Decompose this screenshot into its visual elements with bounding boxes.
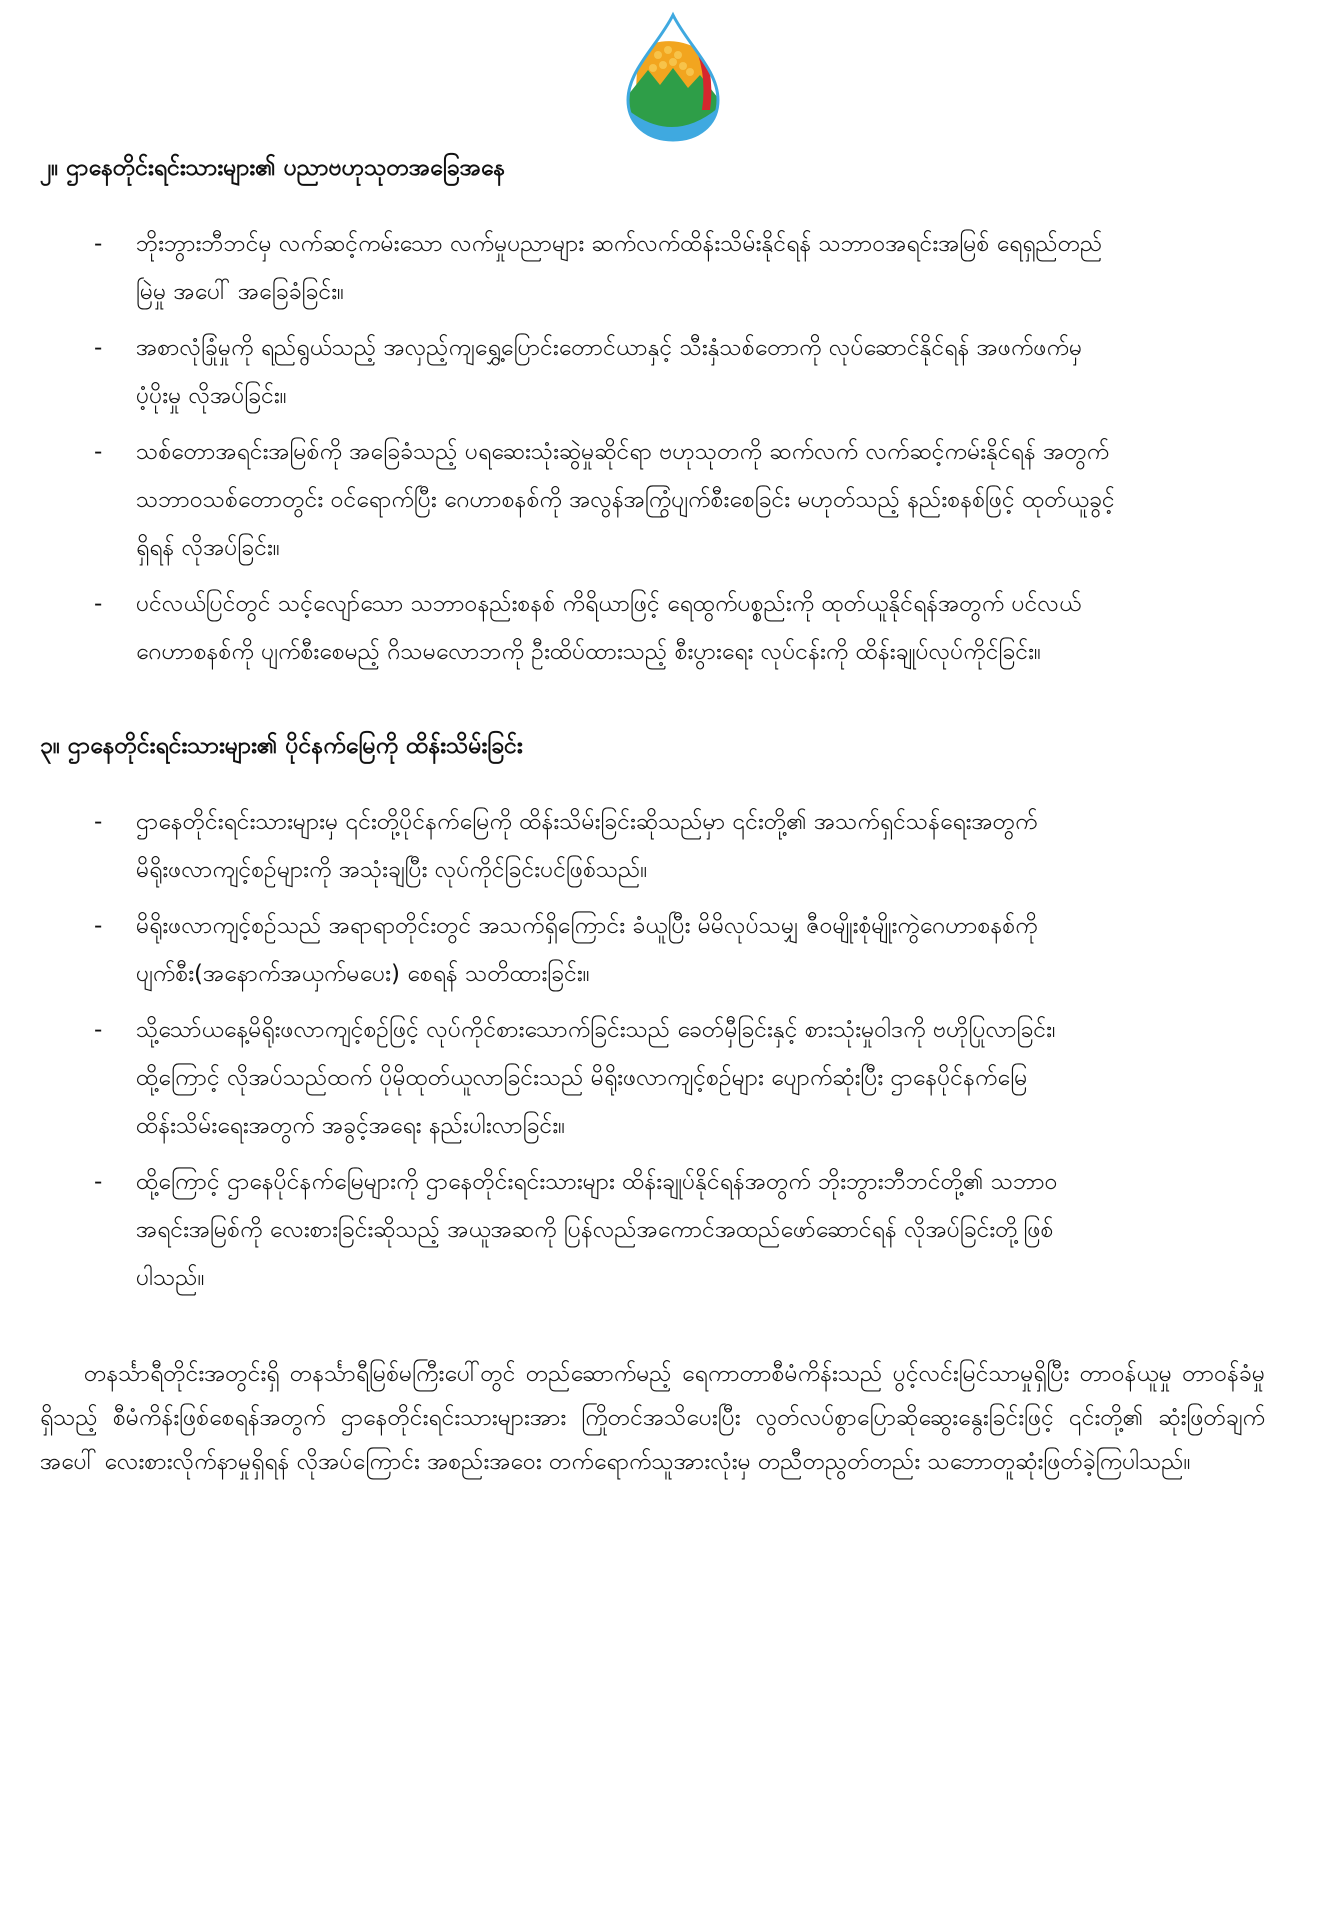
list-item-text: ထို့ကြောင့် ဌာနေပိုင်နက်မြေများကို ဌာနေတိုင်းရင်းသားများ ထိန်းချုပ်နိုင်ရန်အတွက် ဘိုးဘွားဘီဘင်တို့၏ သဘာဝအရင်းအမြစ်ကို လေးစားခြင်းဆိုသည့် အယူအဆကို ပြန်လည်အကောင်အထည်ဖော်ဆောင်ရန် လိုအပ်ခြင်းတို့ဖြစ်ပါသည်။ [136,1169,1058,1291]
list-item [40,902,1265,998]
dash-marker: - [94,335,103,361]
list-item [40,1006,1265,1150]
list-item-text: ဌာနေတိုင်းရင်းသားများမှ ၎င်းတို့ပိုင်နက်မြေကို ထိန်းသိမ်းခြင်းဆိုသည်မှာ ၎င်းတို့၏ အသက်ရှင်သန်ရေးအတွက် မိရိုးဖလာကျင့်စဉ်များကို အသုံးချပြီး လုပ်ကိုင်ခြင်းပင်ဖြစ်သည်။ [136,809,1038,883]
section-heading-territory: ၃။ ဌာနေတိုင်းရင်းသားများ၏ ပိုင်နက်မြေကို ထိန်းသိမ်းခြင်း [40,733,523,759]
list-item-text: သို့သော်ယနေ့မိရိုးဖလာကျင့်စဉ်ဖြင့် လုပ်ကိုင်စားသောက်ခြင်းသည် ခေတ်မှီခြင်းနှင့် စားသုံးမှုဝါဒကို ဗဟိုပြုလာခြင်း၊ ထို့ကြောင့် လိုအပ်သည်ထက် ပိုမိုထုတ်ယူလာခြင်းသည် မိရိုးဖလာကျင့်စဉ်များ ပျောက်ဆုံးပြီး ဌာနေပိုင်နက်မြေ ထိန်းသိမ်းရေးအတွက် အခွင့်အရေး နည်းပါးလာခြင်း။ [136,1017,1056,1139]
dash-marker: - [94,913,103,939]
section-heading-knowledge: ၂။ ဌာနေတိုင်းရင်းသားများ၏ ပညာဗဟုသုတအခြေအနေ [40,155,506,181]
closing-paragraph: တနင်္သာရီတိုင်းအတွင်းရှိ တနင်္သာရီမြစ်မကြီးပေါ်တွင် တည်ဆောက်မည့် ရေကာတာစီမံကိန်းသည် ပွင့်လင်းမြင်သာမှုရှိပြီး တာဝန်ယူမှု တာဝန်ခံမှု ရှိသည့် စီမံကိန်းဖြစ်စေရန်အတွက် ဌာနေတိုင်းရင်းသားများအား ကြိုတင်အသိပေးပြီး လွတ်လပ်စွာပြောဆိုဆွေးနွေးခြင်းဖြင့် ၎င်းတို့၏ ဆုံးဖြတ်ချက်အပေါ် လေးစားလိုက်နာမှုရှိရန် လိုအပ်ကြောင်း အစည်းအဝေး တက်ရောက်သူအားလုံးမှ တညီတညွတ်တည်း သဘောတူဆုံးဖြတ်ခဲ့ကြပါသည်။ [40,1361,1265,1475]
list-item [40,1158,1265,1302]
list-item [40,580,1265,676]
list-item [40,798,1265,894]
bullet-list-territory [40,798,1265,1302]
document-body [40,148,1265,1484]
list-item-text: ပင်လယ်ပြင်တွင် သင့်လျော်သော သဘာဝနည်းစနစ် ကိရိယာဖြင့် ရေထွက်ပစ္စည်းကို ထုတ်ယူနိုင်ရန်အတွက် ပင်လယ်ဂေဟာစနစ်ကို ပျက်စီးစေမည့် ဂိသမလောဘကို ဦးထိပ်ထားသည့် စီးပွားရေး လုပ်ငန်းကို ထိန်းချုပ်လုပ်ကိုင်ခြင်း။ [136,591,1082,665]
bullet-list-knowledge [40,220,1265,676]
dash-marker: - [94,809,103,835]
dash-marker: - [94,439,103,465]
list-item [40,324,1265,420]
list-item [40,220,1265,316]
dash-marker: - [94,1017,103,1043]
list-item-text: အစာလုံခြုံမှုကို ရည်ရွယ်သည့် အလှည့်ကျရွှေ့ပြောင်းတောင်ယာနှင့် သီးနှံသစ်တောကို လုပ်ဆောင်နိုင်ရန် အဖက်ဖက်မှ ပံ့ပိုးမှု လိုအပ်ခြင်း။ [136,335,1083,409]
list-item-text: သစ်တောအရင်းအမြစ်ကို အခြေခံသည့် ပရဆေးသုံးဆွဲမှုဆိုင်ရာ ဗဟုသုတကို ဆက်လက် လက်ဆင့်ကမ်းနိုင်ရန် အတွက် သဘာဝသစ်တောတွင်း ဝင်ရောက်ပြီး ဂေဟာစနစ်ကို အလွန်အကြွံပျက်စီးစေခြင်း မဟုတ်သည့် နည်းစနစ်ဖြင့် ထုတ်ယူခွင့် ရှိရန် လိုအပ်ခြင်း။ [136,439,1115,561]
logo-water-drop-icon [618,10,728,145]
dash-marker: - [94,231,103,257]
list-item-text: မိရိုးဖလာကျင့်စဉ်သည် အရာရာတိုင်းတွင် အသက်ရှိကြောင်း ခံယူပြီး မိမိလုပ်သမျှ ဇီဝမျိုးစုံမျိုးကွဲဂေဟာစနစ်ကို ပျက်စီး(အနောက်အယှက်မပေး) စေရန် သတိထားခြင်း။ [136,913,1038,987]
dash-marker: - [94,591,103,617]
dash-marker: - [94,1169,103,1195]
list-item-text: ဘိုးဘွားဘီဘင်မှ လက်ဆင့်ကမ်းသော လက်မှုပညာများ ဆက်လက်ထိန်းသိမ်းနိုင်ရန် သဘာဝအရင်းအမြစ် ရေရှည်တည်မြဲမှု အပေါ် အခြေခံခြင်း။ [136,231,1103,305]
list-item [40,428,1265,572]
